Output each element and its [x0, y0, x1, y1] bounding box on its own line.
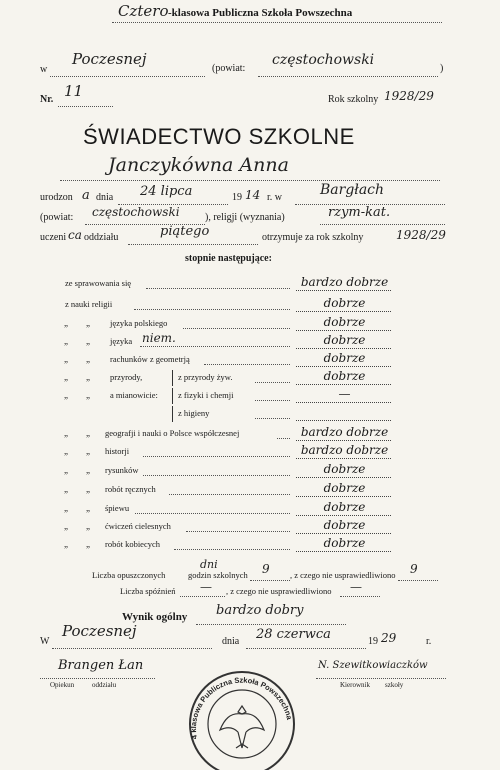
subject-grade: dobrze — [323, 518, 366, 532]
ditto-mark: „ — [86, 521, 90, 531]
guardian-caption-2: oddziału — [92, 681, 117, 689]
sub-subject-bracket — [172, 388, 173, 404]
subject-label: geografji i nauki o Polsce współczesnej — [105, 428, 240, 438]
pupil-suffix-handwritten: ca — [68, 228, 82, 242]
subject-label: rachunków z geometrją — [110, 354, 190, 364]
nr-line — [58, 106, 113, 107]
late-unexcused-line — [340, 596, 380, 597]
subject-grade: dobrze — [323, 333, 366, 347]
subject-grade: dobrze — [323, 315, 366, 329]
subject-leader-line — [146, 288, 290, 289]
subject-leader-line — [204, 364, 290, 365]
result-label: Wynik ogólny — [122, 611, 188, 623]
subject-grade: bardzo dobrze — [300, 275, 389, 289]
late-label: Liczba spóźnień — [120, 586, 176, 596]
subject-leader-line — [255, 382, 290, 383]
born-label: urodzon — [40, 192, 73, 203]
school-name: -klasowa Publiczna Szkoła Powszechna — [168, 7, 353, 19]
ditto-mark: „ — [86, 446, 90, 456]
subject-label: rysunków — [105, 465, 139, 475]
late-unexcused-handwritten: — — [350, 580, 362, 594]
subject-label: z nauki religii — [65, 299, 113, 309]
religion-label: ), religji (wyznania) — [205, 212, 285, 223]
ditto-mark: „ — [64, 539, 68, 549]
late-handwritten: — — [200, 580, 212, 594]
subject-leader-line — [183, 328, 290, 329]
absence-unexcused-handwritten: 9 — [410, 562, 418, 576]
born-suffix-handwritten: a — [82, 188, 90, 203]
document-title: ŚWIADECTWO SZKOLNE — [83, 124, 355, 149]
absence-label-2: godzin szkolnych — [188, 570, 248, 580]
guardian-signature-line — [40, 678, 155, 679]
religion-handwritten: rzym-kat. — [328, 205, 391, 220]
subject-label: robót ręcznych — [105, 484, 156, 494]
town-line — [50, 76, 205, 77]
ditto-mark: „ — [64, 484, 68, 494]
ditto-mark: „ — [86, 318, 90, 328]
subject-label: języka — [110, 336, 133, 346]
w-label: w — [40, 64, 48, 75]
day-label: dnia — [96, 192, 114, 203]
religion-line — [320, 224, 445, 225]
subject-grade: dobrze — [323, 296, 366, 310]
subject-leader-line — [255, 418, 290, 419]
late-label-2: , z czego nie usprawiedliwiono — [226, 586, 332, 596]
subject-grade: bardzo dobrze — [300, 425, 389, 439]
svg-text:4 klasowa Publiczna Szkoła Pow — [189, 676, 294, 740]
birth-year-handwritten: 14 — [245, 188, 261, 202]
footer-date-line — [246, 648, 366, 649]
subject-leader-line — [140, 346, 290, 347]
subject-grade: bardzo dobrze — [300, 443, 389, 457]
footer-date-handwritten: 28 czerwca — [256, 627, 331, 642]
county-line — [258, 76, 438, 77]
ditto-mark: „ — [64, 390, 68, 400]
ditto-mark: „ — [86, 484, 90, 494]
guardian-signature: Brangen Łan — [58, 658, 144, 673]
nr-label: Nr. — [40, 94, 54, 105]
subject-leader-line — [174, 549, 291, 550]
subject-grade: dobrze — [323, 536, 366, 550]
footer-place-line — [52, 648, 212, 649]
nr-handwritten: 11 — [64, 82, 84, 100]
subject-grade: dobrze — [323, 500, 366, 514]
subject-label: przyrody, — [110, 372, 143, 382]
result-handwritten: bardzo dobry — [216, 603, 304, 618]
footer-r-label: r. — [426, 636, 432, 647]
class-handwritten: piątego — [160, 224, 210, 239]
ditto-mark: „ — [64, 318, 68, 328]
absence-label-3: , z czego nie usprawiedliwiono — [290, 570, 396, 580]
ditto-mark: „ — [86, 503, 90, 513]
subject-sub-label: z higieny — [178, 408, 210, 418]
subject-leader-line — [277, 438, 290, 439]
school-year-handwritten: 1928/29 — [384, 89, 434, 103]
footer-year-prefix: 19 — [368, 636, 378, 647]
subject-label: a mianowicie: — [110, 390, 158, 400]
powiat-label: (powiat: — [40, 212, 74, 223]
subject-leader-line — [169, 494, 290, 495]
student-name-line — [60, 180, 440, 181]
subject-grade: dobrze — [323, 351, 366, 365]
ditto-mark: „ — [64, 354, 68, 364]
sub-subject-bracket — [172, 370, 173, 386]
subject-leader-line — [186, 531, 290, 532]
ditto-mark: „ — [64, 521, 68, 531]
subject-sub-label: z przyrody żyw. — [178, 372, 233, 382]
subject-label: robót kobiecych — [105, 539, 160, 549]
grade-line — [296, 420, 391, 421]
ditto-mark: „ — [86, 465, 90, 475]
subject-leader-line — [143, 456, 290, 457]
birth-date-handwritten: 24 lipca — [140, 184, 193, 199]
ditto-mark: „ — [86, 354, 90, 364]
subject-label: języka polskiego — [110, 318, 168, 328]
absence-unexcused-line — [398, 580, 438, 581]
subject-label: ze sprawowania się — [65, 278, 132, 288]
director-caption: Kierownik — [340, 681, 370, 689]
subject-grade: dobrze — [323, 462, 366, 476]
subject-grade: — — [338, 387, 351, 401]
footer-place-handwritten: Poczesnej — [62, 622, 137, 640]
footer-day-label: dnia — [222, 636, 240, 647]
subject-leader-line — [135, 513, 290, 514]
ditto-mark: „ — [86, 539, 90, 549]
eagle-emblem-icon — [220, 706, 264, 748]
subject-grade: dobrze — [323, 481, 366, 495]
absence-count-handwritten: 9 — [262, 562, 270, 576]
birth-place-handwritten: Bargłach — [320, 182, 385, 198]
student-name-handwritten: Janczykówna Anna — [108, 154, 289, 176]
subject-sub-label: z fizyki i chemji — [178, 390, 234, 400]
stamp-text: 4 klasowa Publiczna Szkoła Powszechna — [188, 675, 295, 741]
subject-extra-handwritten: niem. — [142, 331, 176, 345]
late-line — [180, 596, 225, 597]
year-prefix: 19 — [232, 192, 242, 203]
pupil-label: uczeni — [40, 232, 67, 243]
receives-year-handwritten: 1928/29 — [396, 228, 446, 242]
subject-label: historji — [105, 446, 130, 456]
ditto-mark: „ — [64, 428, 68, 438]
county-handwritten: częstochowski — [272, 52, 375, 68]
ditto-mark: „ — [64, 465, 68, 475]
subject-leader-line — [255, 400, 290, 401]
subject-label: ćwiczeń cielesnych — [105, 521, 171, 531]
school-year-label: Rok szkolny — [328, 94, 379, 105]
ditto-mark: „ — [64, 372, 68, 382]
ditto-mark: „ — [86, 390, 90, 400]
absence-days-handwritten: dni — [200, 558, 218, 571]
town-handwritten: Poczesnej — [72, 50, 147, 68]
r-w-label: r. w — [267, 192, 282, 203]
ditto-mark: „ — [86, 336, 90, 346]
school-stamp-seal — [178, 662, 306, 770]
receives-label: otrzymuje za rok szkolny — [262, 232, 364, 243]
birth-county-handwritten: częstochowski — [92, 205, 180, 219]
director-signature-line — [316, 678, 446, 679]
subject-leader-line — [134, 309, 291, 310]
grades-heading: stopnie następujące: — [185, 253, 272, 264]
subject-grade: dobrze — [323, 369, 366, 383]
county-close-label: ) — [440, 63, 444, 74]
guardian-caption: Opiekun — [50, 681, 75, 689]
absence-label-1: Liczba opuszczonych — [92, 570, 166, 580]
ditto-mark: „ — [64, 503, 68, 513]
ditto-mark: „ — [64, 336, 68, 346]
sub-subject-bracket — [172, 406, 173, 422]
class-label: oddziału — [84, 232, 119, 243]
footer-year-handwritten: 29 — [381, 631, 397, 645]
director-caption-2: szkoły — [385, 681, 404, 689]
ditto-mark: „ — [86, 428, 90, 438]
ditto-mark: „ — [64, 446, 68, 456]
subject-leader-line — [143, 475, 290, 476]
footer-w-label: W — [40, 636, 50, 647]
director-signature: N. Szewitkowiaczków — [318, 660, 428, 671]
subject-label: śpiewu — [105, 503, 130, 513]
school-type-handwritten: Cztero — [118, 2, 169, 20]
result-line — [196, 624, 346, 625]
class-line — [128, 244, 258, 245]
ditto-mark: „ — [86, 372, 90, 382]
school-type-line — [112, 22, 442, 23]
absence-count-line — [250, 580, 290, 581]
county-open-label: (powiat: — [212, 63, 246, 74]
